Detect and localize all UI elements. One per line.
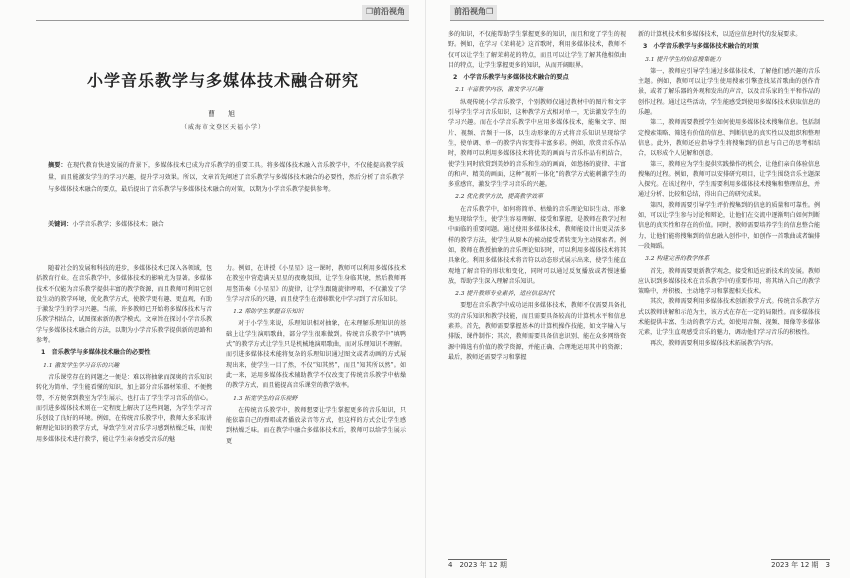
body-paragraph: 纵观传统小学音乐教学，个别教师仅通过教材中的图片和文字引导学生学习音乐知识，这种教学方式相对单一，无法激发学生的学习兴趣。而在小学音乐教学中应用多媒体技术，能集文字、图片、视频、音频于一体，以生动形象的方式将音乐知识呈现给学生，使单调、单一的教学内容变得丰富多彩。例如，欣赏音乐作品时，教师可以利用多媒体技术将优美的画面与音乐作品有机结合，使学生同时欣赏到美妙的音乐和生动的画面，如悠扬的旋律、丰富的和声、精美的画面，这种“视听一体化”的教学方式能刺激学生的多重感官，激发学生学习音乐的兴趣。 (448, 98, 626, 189)
subsection-heading: 3.1 提升学生的信息搜集能力 (645, 56, 722, 63)
body-paragraph: 其次，教师需要利用多媒体技术创新教学方式。传统音乐教学方式以教师讲解和示范为主，该方式在存在一定的局限性。而多媒体技术能提供丰富、生动的教学方式，如使用音频、视频、图像等多媒体元素，让学生直观感受音乐的魅力，调动他们学习音乐的积极性。 (638, 298, 820, 337)
subsection-heading: 1.1 激发学生学习音乐的兴趣 (43, 362, 120, 369)
section-heading: 1 音乐教学与多媒体技术融合的必要性 (40, 349, 151, 357)
author-affiliation: （威海市文登区天福小学） (180, 124, 265, 131)
section-heading: 2 小学音乐教学与多媒体技术融合的要点 (452, 74, 569, 82)
body-paragraph: 音乐课堂存在的问题之一便是：难以将抽象而深奥的音乐知识转化为简单、学生能看懂的知识，加上部分音乐器材笨重、不便携带，不方便拿到教室为学生展示，也打击了学生学习音乐的信心。而引进多媒体技术则在一定程度上解决了这些问题，为学生学习音乐创设了良好的环境。例如，在传统音乐教学中，教师大多采取讲解理论知识的教学方式，导致学生对音乐学习感到枯燥乏味，而使用多媒体技术进行教学，能让学生亲身感受音乐的魅 (36, 373, 212, 443)
body-paragraph: 第一，教师应引导学生通过多媒体技术，了解他们感兴趣的音乐主题。例如，教师可以让学生使用搜索引擎查找某首歌曲的创作背景，或者了解乐器的外观和发出的声音，以及音乐家的生平和作品的创作过程。通过这些活动，学生能感受到使用多媒体技术获取信息的乐趣。 (638, 67, 820, 117)
body-paragraph: 力。例如，在讲授《小星星》这一课时，教师可以利用多媒体技术在教室中营造满天星星的夜晚氛围，让学生身临其境，然后教师再用竖笛奏《小星星》的旋律，让学生跟随旋律哼唱，不仅激发了学生学习音乐的兴趣，而且使学生在潜移默化中学习到了音乐知识。 (226, 265, 406, 303)
subsection-heading: 2.2 优化教学方法，提高教学效率 (455, 194, 543, 201)
header-rule-right (450, 20, 824, 21)
right-page-column-1 (448, 30, 626, 555)
body-paragraph: 第二，教师需要教授学生如何使用多媒体技术搜集信息。包括制定搜索策略、筛选有价值的信息、判断信息的真实性以及组织和整理信息。此外，教师还应指导学生将搜集到的信息与自己的思考相结合，以形成个人见解和创意。 (638, 119, 820, 158)
subsection-heading: 1.3 拓宽学生的音乐视野 (233, 395, 298, 402)
body-paragraph: 随着社会的发展和科技的进步，多媒体技术已深入各领域，包括教育行业。在音乐教学中，多媒体技术的影响尤为显著。多媒体技术不仅能为音乐教学提供丰富的教学资源，而且教师可利用它创设生动的教学环境，优化教学方式，使教学更有趣、更直观，有助于激发学生的学习兴趣。当前，许多教师已开始将多媒体技术与音乐教学相结合，试图探索新的教学模式。文章旨在探讨小学音乐教学与多媒体技术融合的方法，以期为小学音乐教学提供新的思路和参考。 (36, 265, 212, 345)
keywords-text: 小学音乐教学；多媒体技术；融合 (72, 221, 164, 228)
body-paragraph: 多的知识，不仅能帮助学生掌握更多的知识，而且和宽了学生的视野。例如，在学习《茉莉花》这首歌时，利用多媒体技术，教师不仅可以让学生了解茉莉花的特点，而且可以让学生了解其他相似曲目的特点，让学生掌握更多的知识，从而开阔眼界。 (448, 31, 626, 69)
left-page-column-2 (226, 264, 406, 554)
body-paragraph: 新的计算机技术和多媒体技术，以适应信息时代的发展要求。 (638, 31, 802, 38)
right-page-column-2 (638, 30, 820, 555)
folio-right-text: 4 2023 年 12 期 (448, 561, 507, 569)
abstract (48, 160, 404, 196)
body-paragraph: 再次，教师需要利用多媒体技术拓展教学内容。 (650, 339, 778, 347)
abstract-label: 摘要： (48, 162, 67, 169)
body-paragraph: 第三，教师应为学生提供实践操作的机会，让他们亲自体验信息搜集的过程。例如，教师可以安排研究项目，让学生围绕音乐主题深入探究。在该过程中，学生需要利用多媒体技术搜集和整理信息，并通过分析、比较和总结，得出自己的研究成果。 (638, 160, 820, 199)
left-page-column-1 (36, 264, 212, 554)
subsection-heading: 3.2 构建完善的教学体系 (645, 256, 710, 263)
keywords (48, 219, 404, 231)
article-title: 小学音乐教学与多媒体技术融合研究 (86, 71, 359, 90)
body-paragraph: 对于小学生来说，乐理知识相对抽象，在未理解乐理知识的基础上让学生演唱歌曲，部分学生很难做到。传统音乐教学中“填鸭式”的教学方式让学生只是机械地演唱歌曲，而对乐理知识不理解。而引进多媒体技术能将复杂的乐理知识通过图文或者动画的方式展现出来，使学生一目了然，不仅“知其然”，而且“知其所以然”。如此一来，运用多媒体技术辅助教学不仅改变了传统音乐教学中枯燥的教学方式，而且能提高音乐课堂的教学效率。 (226, 320, 406, 390)
body-paragraph: 首先，教师需要更新教学观念，接受和适应新技术的发展。教师应认识到多媒体技术在音乐教学中的重要作用，将其纳入自己的教学策略中，并积极、主动地学习和掌握相关技术。 (638, 267, 820, 296)
page-number-right (448, 560, 507, 570)
subsection-heading: 2.1 丰富教学内容，激发学习兴趣 (455, 87, 543, 94)
body-paragraph: 第四，教师需要引导学生评价搜集到的信息的质量和可靠性。例如，可以让学生参与讨论和辩论，让他们在交流中逐渐明白如何判断信息的真实性和存在的价值。同时，教师需要培养学生的信息整合能力，让他们能将搜集到的信息融入创作中，如创作一首歌曲或者编排一段舞蹈。 (638, 201, 820, 250)
running-head-right: 前沿视角❒ (450, 5, 497, 20)
header-rule-left (36, 20, 409, 21)
keywords-label: 关键词： (48, 221, 73, 228)
folio-left-text: 2023 年 12 期 3 (771, 561, 830, 569)
body-paragraph: 在传统音乐教学中，教师想要让学生掌握更多的音乐知识，只能依靠自己的弹唱或者播放录音等方式，但这样的方式会让学生感到枯燥乏味。而在教学中融合多媒体技术后，教师可以给学生展示更 (226, 406, 406, 445)
subsection-heading: 2.3 提升教师专业素养，适应信息时代 (455, 291, 555, 298)
running-head-left: ❒前沿视角 (362, 5, 409, 20)
author-name: 曹 旭 (208, 110, 238, 118)
subsection-heading: 1.2 帮助学生掌握音乐知识 (233, 309, 304, 316)
body-paragraph: 在音乐教学中，如何将简单、枯燥的音乐理论知识生动、形象地呈现给学生，使学生容易理解、接受和掌握，是教师在教学过程中面临的重要问题。通过使用多媒体技术，教师能设计出更灵活多样的教学方法，使学生从原本的被动接受者转变为主动探索者。例如，教师在教授抽象的音乐理论知识时，可以利用多媒体技术将其具象化。利用多媒体技术将音符以动态形式展示出来，使学生能直观地了解音符的形状和变化，同时可以通过反复播放或者慢速播放，帮助学生深入理解音乐知识。 (448, 205, 626, 285)
abstract-text: 在现代教育快速发展的背景下，多媒体技术已成为音乐教学的重要工具。将多媒体技术融入音乐教学中，不仅能提高教学质量，而且能激发学生的学习兴趣，提升学习效果。所以，文章首先阐述了音乐教学与多媒体技术融合的必要性，然后分析了音乐教学与多媒体技术融合的要点，最后提出了音乐教学与多媒体技术融合的对策，以期为小学音乐教学提供参考。 (48, 162, 405, 193)
section-heading: 3 小学音乐教学与多媒体技术融合的对策 (642, 43, 759, 51)
body-paragraph: 要想在音乐教学中成功运用多媒体技术，教师不仅需要具备扎实的音乐知识和教学技能，而且需要具备较高的计算机水平和信息素养。首先，教师需要掌握基本的计算机操作技能，如文字输入与排版、课件制作；其次，教师需要具备信息识别、能在众多网络资源中筛选有价值的教学资源，并能正确、合理地运用其中的资源；最后，教师还需要学习和掌握 (448, 302, 626, 361)
